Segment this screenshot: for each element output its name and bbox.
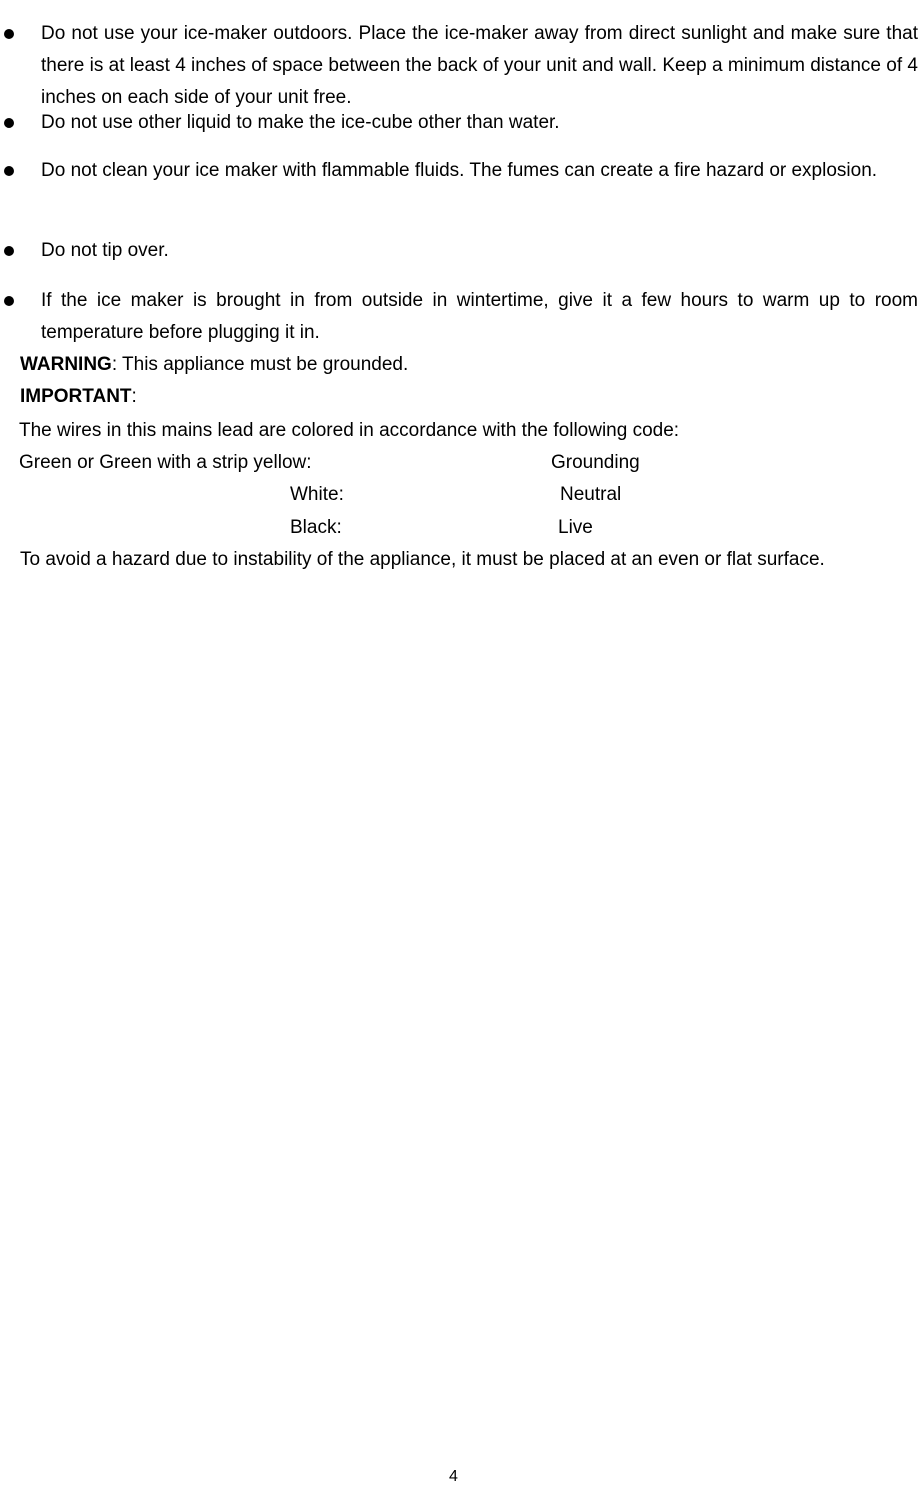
warning-line (20, 349, 408, 381)
warning-text: : This appliance must be grounded. (111, 354, 409, 375)
page-number: 4 (449, 1468, 458, 1485)
bullet-dot-icon (4, 296, 14, 306)
bullet-dot-icon (4, 166, 14, 176)
wire-color-black: Black: (290, 517, 342, 538)
bullet-text: Do not use your ice-maker outdoors. Place the ice-maker away from direct sunlight and make sure that there is at least 4 inches of space between the back of your unit and wall. Keep a minimum distance of 4 inches on each side of your unit free. (41, 23, 918, 108)
wire-function-live: Live (558, 517, 593, 538)
bullet-dot-icon (4, 29, 14, 39)
wire-color-green: Green or Green with a strip yellow: (19, 452, 312, 473)
wire-color-white: White: (290, 484, 344, 505)
important-text: : (131, 386, 137, 407)
warning-label: WARNING (20, 354, 112, 375)
bullet-dot-icon (4, 118, 14, 128)
wire-function-grounding: Grounding (551, 452, 640, 473)
important-label: IMPORTANT (20, 386, 132, 407)
wires-intro: The wires in this mains lead are colored in accordance with the following code: (19, 420, 680, 441)
bullet-text: Do not clean your ice maker with flammable fluids. The fumes can create a fire hazard or explosion. (41, 160, 878, 181)
stability-note: To avoid a hazard due to instability of the appliance, it must be placed at an even or flat surface. (20, 549, 825, 570)
bullet-text: Do not tip over. (41, 240, 169, 261)
bullet-dot-icon (4, 246, 14, 256)
bullet-text: If the ice maker is brought in from outside in wintertime, give it a few hours to warm up to room temperature before plugging it in. (41, 290, 918, 343)
important-line (20, 381, 137, 413)
bullet-text: Do not use other liquid to make the ice-cube other than water. (41, 112, 560, 133)
wire-function-neutral: Neutral (560, 484, 622, 505)
